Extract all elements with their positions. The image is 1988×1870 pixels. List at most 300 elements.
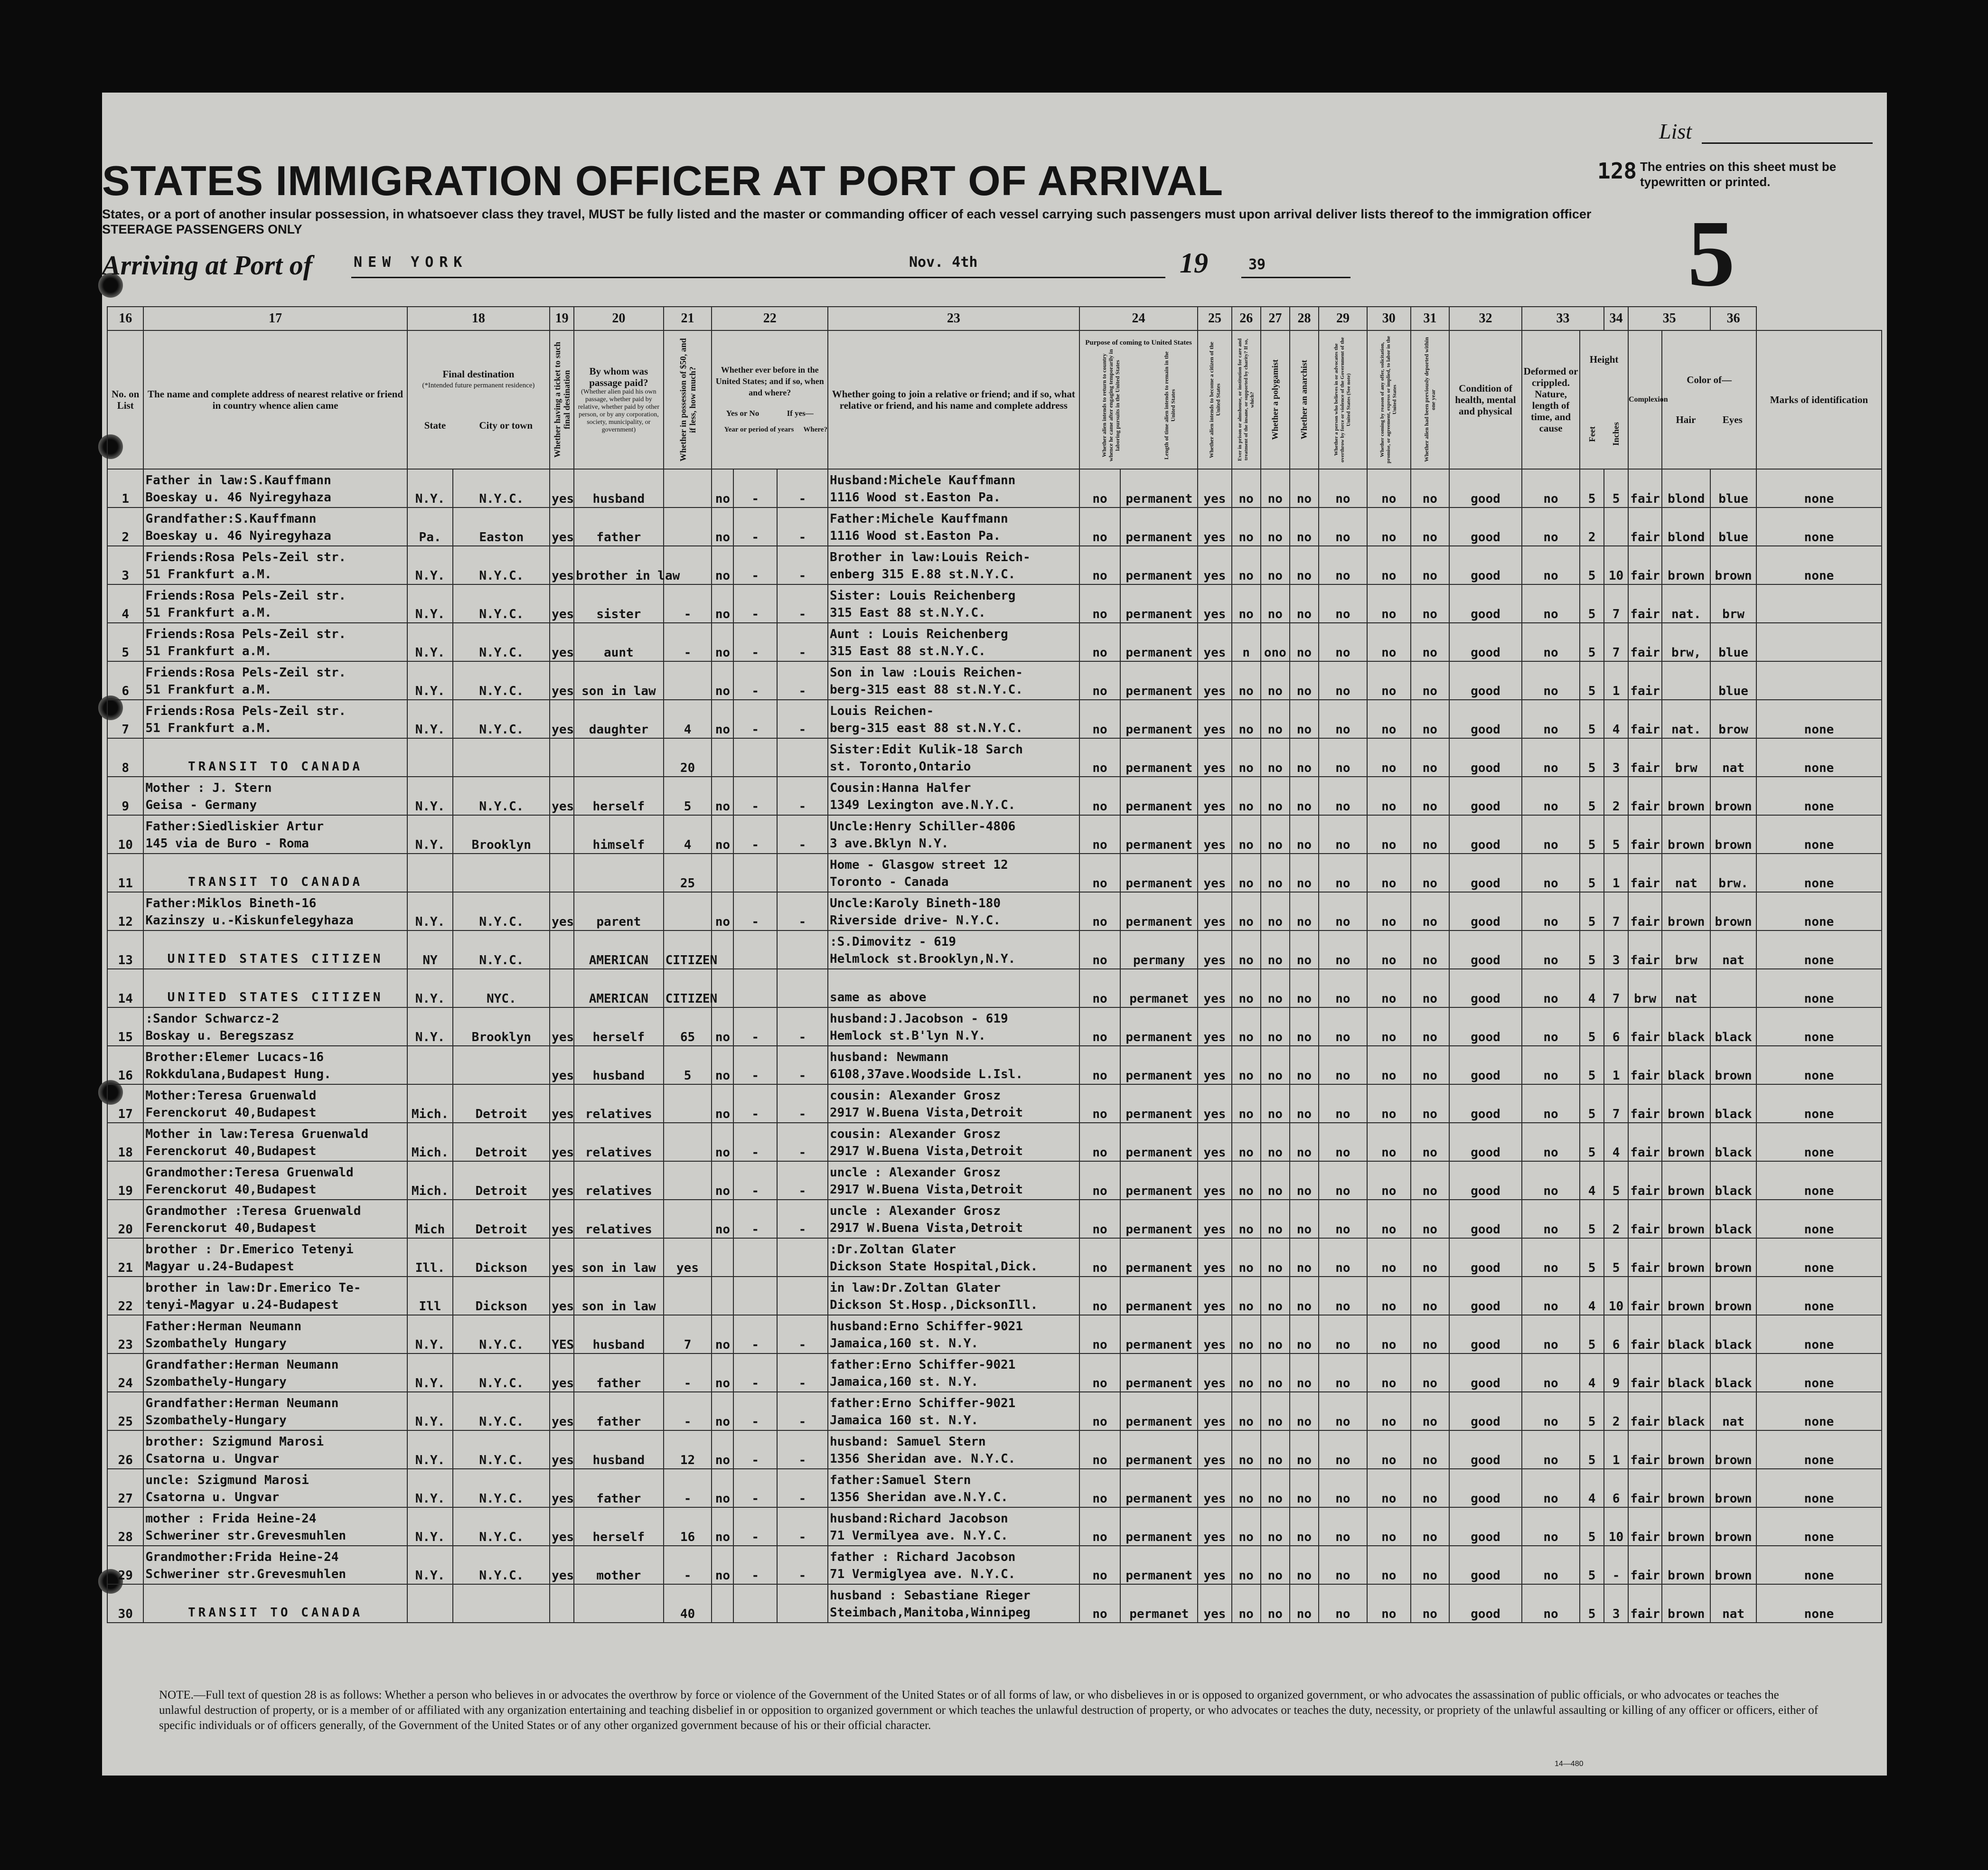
length-of-stay: permanent	[1120, 1277, 1198, 1315]
relative-address-line: Ferenckorut 40,Budapest	[145, 1183, 317, 1197]
ticket-cell: yes	[550, 1430, 574, 1469]
hair-color: brw	[1662, 738, 1710, 777]
ticket-cell: yes	[550, 777, 574, 815]
city-cell: N.Y.C.	[453, 584, 550, 623]
height-inches: 6	[1604, 1469, 1628, 1507]
table-row	[107, 1084, 1882, 1123]
complexion-cell: fair	[1628, 1507, 1662, 1546]
city-cell	[453, 1584, 550, 1623]
table-row	[107, 777, 1882, 815]
length-of-stay: permanent	[1120, 1392, 1198, 1430]
relative-address	[143, 1161, 407, 1200]
health-cell: good	[1449, 469, 1522, 507]
row-number: 20	[107, 1200, 143, 1238]
height-feet: 5	[1580, 1315, 1604, 1353]
prison-cell: no	[1232, 1084, 1261, 1123]
hair-color: blond	[1662, 469, 1710, 507]
overthrow-cell: no	[1319, 1353, 1367, 1392]
state-cell: N.Y.	[407, 661, 453, 700]
anarchist-cell: no	[1290, 1238, 1319, 1277]
where-cell: -	[777, 1392, 828, 1430]
contract-cell: no	[1367, 584, 1411, 623]
anarchist-cell: no	[1290, 892, 1319, 930]
marks-cell: none	[1756, 1469, 1882, 1507]
year-period: -	[733, 1200, 777, 1238]
citizen-intent: yes	[1198, 661, 1231, 700]
length-of-stay: permanet	[1120, 969, 1198, 1007]
col-number: 32	[1449, 307, 1522, 330]
year-period	[733, 930, 777, 969]
where-cell: -	[777, 700, 828, 738]
complexion-cell: fair	[1628, 777, 1662, 815]
joining-relative-line: 71 Vermilyea ave. N.Y.C.	[829, 1529, 1008, 1543]
where-cell	[777, 1584, 828, 1623]
money-cell: 5	[664, 1046, 712, 1084]
table-row	[107, 930, 1882, 969]
table-row	[107, 700, 1882, 738]
overthrow-cell: no	[1319, 1315, 1367, 1353]
return-intent: no	[1079, 623, 1121, 661]
year-period: -	[733, 584, 777, 623]
joining-relative-line	[830, 972, 1078, 989]
money-cell: 40	[664, 1584, 712, 1623]
height-feet: 5	[1580, 1200, 1604, 1238]
polygamist-cell: no	[1261, 584, 1290, 623]
polygamist-cell: no	[1261, 1200, 1290, 1238]
height-feet: 4	[1580, 1161, 1604, 1200]
state-cell	[407, 1046, 453, 1084]
prison-cell: no	[1232, 1546, 1261, 1584]
polygamist-cell: no	[1261, 777, 1290, 815]
where-cell: -	[777, 1315, 828, 1353]
where-cell: -	[777, 1469, 828, 1507]
hair-color: nat	[1662, 854, 1710, 892]
where-cell: -	[777, 623, 828, 661]
return-intent: no	[1079, 1392, 1121, 1430]
relative-address-line: brother: Szigmund Marosi	[145, 1435, 324, 1449]
deformed-cell: no	[1522, 1084, 1580, 1123]
prison-cell: no	[1232, 1507, 1261, 1546]
ticket-cell: yes	[550, 1546, 574, 1584]
joining-relative	[828, 469, 1079, 507]
where-cell: -	[777, 584, 828, 623]
prison-cell: no	[1232, 815, 1261, 854]
complexion-label: Complexion	[1629, 395, 1668, 404]
year-period: -	[733, 1392, 777, 1430]
deported-cell: no	[1411, 930, 1450, 969]
where-cell	[777, 854, 828, 892]
anarchist-cell: no	[1290, 1123, 1319, 1161]
anarchist-cell: no	[1290, 1430, 1319, 1469]
citizen-intent: yes	[1198, 1238, 1231, 1277]
eye-color: black	[1710, 1353, 1756, 1392]
before-in-us: no	[712, 1392, 733, 1430]
polygamist-cell: no	[1261, 1546, 1290, 1584]
city-cell: Brooklyn	[453, 1007, 550, 1046]
state-cell: Pa.	[407, 507, 453, 546]
deported-cell: no	[1411, 1584, 1450, 1623]
where-cell: -	[777, 1546, 828, 1584]
citizen-intent: yes	[1198, 1430, 1231, 1469]
health-cell: good	[1449, 738, 1522, 777]
before-in-us: no	[712, 1046, 733, 1084]
relative-address	[143, 584, 407, 623]
joining-relative	[828, 1546, 1079, 1584]
state-cell: N.Y.	[407, 1430, 453, 1469]
passage-paid-by: husband	[574, 469, 663, 507]
state-cell: N.Y.	[407, 623, 453, 661]
marks-cell: none	[1756, 1238, 1882, 1277]
arrival-date: Nov. 4th	[909, 254, 978, 271]
eye-color: brown	[1710, 815, 1756, 854]
money-cell: 25	[664, 854, 712, 892]
anarchist-cell: no	[1290, 584, 1319, 623]
hair-color: brown	[1662, 815, 1710, 854]
relative-address	[143, 777, 407, 815]
before-in-us: no	[712, 661, 733, 700]
table-row	[107, 661, 1882, 700]
anarchist-cell: no	[1290, 1584, 1319, 1623]
joining-relative-line: father : Richard Jacobson	[829, 1550, 1016, 1564]
height-feet: 4	[1580, 1277, 1604, 1315]
complexion-cell: fair	[1628, 584, 1662, 623]
joining-relative-line: berg-315 east 88 st.N.Y.C.	[829, 683, 1023, 697]
contract-cell: no	[1367, 854, 1411, 892]
deformed-cell: no	[1522, 1392, 1580, 1430]
deformed-cell: no	[1522, 1200, 1580, 1238]
deformed-cell: no	[1522, 1007, 1580, 1046]
form-code: 14—480	[1555, 1760, 1584, 1768]
deformed-cell: no	[1522, 507, 1580, 546]
ticket-cell: yes	[550, 1123, 574, 1161]
complexion-cell: fair	[1628, 1123, 1662, 1161]
col-number: 31	[1411, 307, 1450, 330]
where-cell: -	[777, 1161, 828, 1200]
contract-cell: no	[1367, 1200, 1411, 1238]
relative-address	[143, 1469, 407, 1507]
hair-color: brown	[1662, 1277, 1710, 1315]
return-intent: no	[1079, 507, 1121, 546]
col-number: 24	[1079, 307, 1198, 330]
relative-address-line: Csatorna u. Ungvar	[145, 1490, 280, 1504]
eye-color: nat	[1710, 738, 1756, 777]
before-in-us: no	[712, 1546, 733, 1584]
relative-address-line: Father:Miklos Bineth-16	[145, 896, 317, 911]
eye-color: brown	[1710, 1046, 1756, 1084]
table-row	[107, 1584, 1882, 1623]
relative-address-line: TRANSIT TO CANADA	[188, 760, 363, 774]
height-inches: 3	[1604, 930, 1628, 969]
contract-cell: no	[1367, 1546, 1411, 1584]
prison-cell: no	[1232, 1584, 1261, 1623]
where-cell	[777, 1277, 828, 1315]
joining-relative	[828, 1200, 1079, 1238]
return-intent: no	[1079, 1353, 1121, 1392]
relative-address-line: brother in law:Dr.Emerico Te-	[145, 1281, 361, 1295]
state-cell: N.Y.	[407, 969, 453, 1007]
height-inches: -	[1604, 1546, 1628, 1584]
year-period: -	[733, 700, 777, 738]
joining-relative-line: Jamaica,160 st. N.Y.	[829, 1336, 979, 1351]
joining-relative-line: st. Toronto,Ontario	[829, 760, 971, 774]
citizen-label: Whether alien intends to become a citizen of the United States	[1208, 341, 1221, 458]
deformed-cell: no	[1522, 623, 1580, 661]
joining-relative	[828, 1430, 1079, 1469]
header-overthrow	[1319, 330, 1367, 469]
passage-paid-by: brother in law	[574, 546, 663, 584]
complexion-cell: fair	[1628, 1430, 1662, 1469]
before-in-us	[712, 854, 733, 892]
polygamist-cell: ono	[1261, 623, 1290, 661]
relative-address	[143, 1238, 407, 1277]
eye-color: brown	[1710, 1546, 1756, 1584]
overthrow-cell: no	[1319, 1200, 1367, 1238]
relative-address-line: Father:Siedliskier Artur	[145, 819, 324, 834]
relative-address-line: UNITED STATES CITIZEN	[167, 952, 384, 966]
length-of-stay: permanent	[1120, 1469, 1198, 1507]
ticket-label: Whether having a ticket to such final destination	[552, 341, 572, 458]
citizen-intent: yes	[1198, 1469, 1231, 1507]
ticket-cell	[550, 738, 574, 777]
relative-address-line: 51 Frankfurt a.M.	[145, 606, 272, 620]
overthrow-cell: no	[1319, 815, 1367, 854]
complexion-cell: fair	[1628, 892, 1662, 930]
height-inches: 3	[1604, 1584, 1628, 1623]
deported-cell: no	[1411, 1238, 1450, 1277]
anarchist-cell: no	[1290, 1161, 1319, 1200]
hair-color: black	[1662, 1315, 1710, 1353]
polygamist-cell: no	[1261, 1315, 1290, 1353]
health-cell: good	[1449, 507, 1522, 546]
deformed-cell: no	[1522, 1161, 1580, 1200]
passage-paid-by	[574, 854, 663, 892]
contract-cell: no	[1367, 930, 1411, 969]
city-cell	[453, 738, 550, 777]
joining-relative	[828, 1507, 1079, 1546]
port-underline	[351, 277, 954, 278]
length-of-stay: permanent	[1120, 1007, 1198, 1046]
ticket-cell: yes	[550, 623, 574, 661]
relative-address-line: Father:Herman Neumann	[145, 1319, 302, 1334]
city-cell: N.Y.C.	[453, 777, 550, 815]
marks-cell: none	[1756, 546, 1882, 584]
relative-address-line: Ferenckorut 40,Budapest	[145, 1221, 317, 1235]
relative-address-line: mother : Frida Heine-24	[145, 1512, 317, 1526]
row-number: 2	[107, 507, 143, 546]
length-of-stay: permanent	[1120, 1430, 1198, 1469]
passage-paid-by: relatives	[574, 1084, 663, 1123]
anarchist-cell: no	[1290, 1469, 1319, 1507]
polygamist-cell: no	[1261, 1392, 1290, 1430]
height-inches: 1	[1604, 1430, 1628, 1469]
marks-cell: none	[1756, 1315, 1882, 1353]
health-cell: good	[1449, 1546, 1522, 1584]
prison-cell: no	[1232, 546, 1261, 584]
citizen-intent: yes	[1198, 584, 1231, 623]
table-row	[107, 815, 1882, 854]
passage-paid-by: herself	[574, 1007, 663, 1046]
before-in-us	[712, 1584, 733, 1623]
health-cell: good	[1449, 1084, 1522, 1123]
length-of-stay: permanent	[1120, 1353, 1198, 1392]
table-row	[107, 1315, 1882, 1353]
overthrow-cell: no	[1319, 1084, 1367, 1123]
complexion-cell: fair	[1628, 1546, 1662, 1584]
citizen-intent: yes	[1198, 930, 1231, 969]
eye-color: brow	[1710, 700, 1756, 738]
marks-cell: none	[1756, 1277, 1882, 1315]
where-cell: -	[777, 815, 828, 854]
header-complexion	[1628, 330, 1668, 469]
state-cell: N.Y.	[407, 584, 453, 623]
citizen-intent: yes	[1198, 1277, 1231, 1315]
return-intent: no	[1079, 892, 1121, 930]
length-of-stay: permanent	[1120, 1046, 1198, 1084]
row-number: 22	[107, 1277, 143, 1315]
passage-paid-by: father	[574, 1469, 663, 1507]
joining-relative-line: 2917 W.Buena Vista,Detroit	[829, 1221, 1023, 1235]
passage-paid-by: husband	[574, 1430, 663, 1469]
anarchist-cell: no	[1290, 738, 1319, 777]
joining-relative-line: uncle : Alexander Grosz	[829, 1204, 1001, 1218]
height-feet: 5	[1580, 930, 1604, 969]
header-prison	[1232, 330, 1261, 469]
length-of-stay: permanent	[1120, 1161, 1198, 1200]
year-period	[733, 738, 777, 777]
table-row	[107, 854, 1882, 892]
passenger-table	[107, 306, 1882, 1623]
anarchist-cell: no	[1290, 623, 1319, 661]
citizen-intent: yes	[1198, 1507, 1231, 1546]
relative-address-line: Friends:Rosa Pels-Zeil str.	[145, 627, 347, 641]
height-feet: 5	[1580, 1584, 1604, 1623]
health-cell: good	[1449, 661, 1522, 700]
marks-cell	[1756, 623, 1882, 661]
height-feet: 5	[1580, 546, 1604, 584]
money-cell: 7	[664, 1315, 712, 1353]
joining-relative-line: Dickson St.Hosp.,DicksonIll.	[829, 1298, 1038, 1312]
hair-color: brown	[1662, 1430, 1710, 1469]
contract-cell: no	[1367, 815, 1411, 854]
money-cell	[664, 661, 712, 700]
prison-cell: no	[1232, 1277, 1261, 1315]
year-period: -	[733, 1315, 777, 1353]
length-of-stay: permanent	[1120, 1546, 1198, 1584]
deformed-cell: no	[1522, 1277, 1580, 1315]
before-in-us	[712, 1277, 733, 1315]
deported-cell: no	[1411, 854, 1450, 892]
joining-relative	[828, 1084, 1079, 1123]
contract-cell: no	[1367, 1238, 1411, 1277]
contract-cell: no	[1367, 1353, 1411, 1392]
height-inches: 10	[1604, 1507, 1628, 1546]
list-label: List	[1659, 119, 1692, 143]
polygamist-cell: no	[1261, 469, 1290, 507]
joining-relative	[828, 930, 1079, 969]
passage-paid-by: AMERICAN	[574, 930, 663, 969]
deformed-cell: no	[1522, 1315, 1580, 1353]
anarchist-cell: no	[1290, 1353, 1319, 1392]
citizen-intent: yes	[1198, 546, 1231, 584]
height-feet: 5	[1580, 469, 1604, 507]
relative-address-line: Szombathely-Hungary	[145, 1375, 287, 1389]
state-cell: N.Y.	[407, 1392, 453, 1430]
table-row	[107, 1277, 1882, 1315]
return-intent: no	[1079, 1238, 1121, 1277]
table-row	[107, 1507, 1882, 1546]
eye-color	[1710, 969, 1756, 1007]
complexion-cell: fair	[1628, 1584, 1662, 1623]
where-cell	[777, 1238, 828, 1277]
length-of-stay: permanent	[1120, 584, 1198, 623]
year-period: -	[733, 507, 777, 546]
ticket-cell: yes	[550, 892, 574, 930]
polygamist-cell: no	[1261, 700, 1290, 738]
marks-cell: none	[1756, 1392, 1882, 1430]
relative-address-line: Grandfather:Herman Neumann	[145, 1358, 339, 1372]
money-cell: 4	[664, 700, 712, 738]
joining-relative	[828, 623, 1079, 661]
joining-relative	[828, 969, 1079, 1007]
height-inches: 1	[1604, 1046, 1628, 1084]
eye-color: blue	[1710, 507, 1756, 546]
header-final-destination	[407, 330, 550, 469]
passage-paid-by	[574, 1584, 663, 1623]
city-cell: Easton	[453, 507, 550, 546]
citizen-intent: yes	[1198, 1584, 1231, 1623]
row-number: 7	[107, 700, 143, 738]
list-underline	[1702, 142, 1873, 144]
relative-address-line: 145 via de Buro - Roma	[145, 836, 309, 851]
table-row	[107, 1430, 1882, 1469]
money-cell	[664, 1161, 712, 1200]
city-cell: N.Y.C.	[453, 1315, 550, 1353]
deformed-cell: no	[1522, 700, 1580, 738]
state-cell	[407, 1584, 453, 1623]
polygamist-cell: no	[1261, 1430, 1290, 1469]
complexion-cell: fair	[1628, 1238, 1662, 1277]
anarchist-cell: no	[1290, 854, 1319, 892]
column-number-row	[107, 307, 1882, 330]
header-deformed: Deformed or crippled. Nature, length of time, and cause	[1522, 330, 1580, 469]
joining-relative-line: enberg 315 E.88 st.N.Y.C.	[829, 567, 1016, 582]
prison-cell: no	[1232, 1046, 1261, 1084]
contract-cell: no	[1367, 469, 1411, 507]
row-number: 4	[107, 584, 143, 623]
deformed-cell: no	[1522, 815, 1580, 854]
passage-paid-by: aunt	[574, 623, 663, 661]
relative-address	[143, 854, 407, 892]
ticket-cell	[550, 854, 574, 892]
polygamist-cell: no	[1261, 1277, 1290, 1315]
joining-relative	[828, 854, 1079, 892]
health-cell: good	[1449, 1238, 1522, 1277]
relative-address-line: brother : Dr.Emerico Tetenyi	[145, 1242, 354, 1257]
marks-cell: none	[1756, 969, 1882, 1007]
where-cell: -	[777, 546, 828, 584]
contract-cell: no	[1367, 623, 1411, 661]
purpose-length: Length of time alien intends to remain in the United States	[1163, 351, 1176, 460]
height-feet: 4	[1580, 1353, 1604, 1392]
header-hair: Hair	[1676, 414, 1696, 425]
return-intent: no	[1079, 1469, 1121, 1507]
marks-cell: none	[1756, 1200, 1882, 1238]
overthrow-cell: no	[1319, 1430, 1367, 1469]
table-row	[107, 738, 1882, 777]
height-inches: 10	[1604, 546, 1628, 584]
marks-cell: none	[1756, 892, 1882, 930]
citizen-intent: yes	[1198, 854, 1231, 892]
